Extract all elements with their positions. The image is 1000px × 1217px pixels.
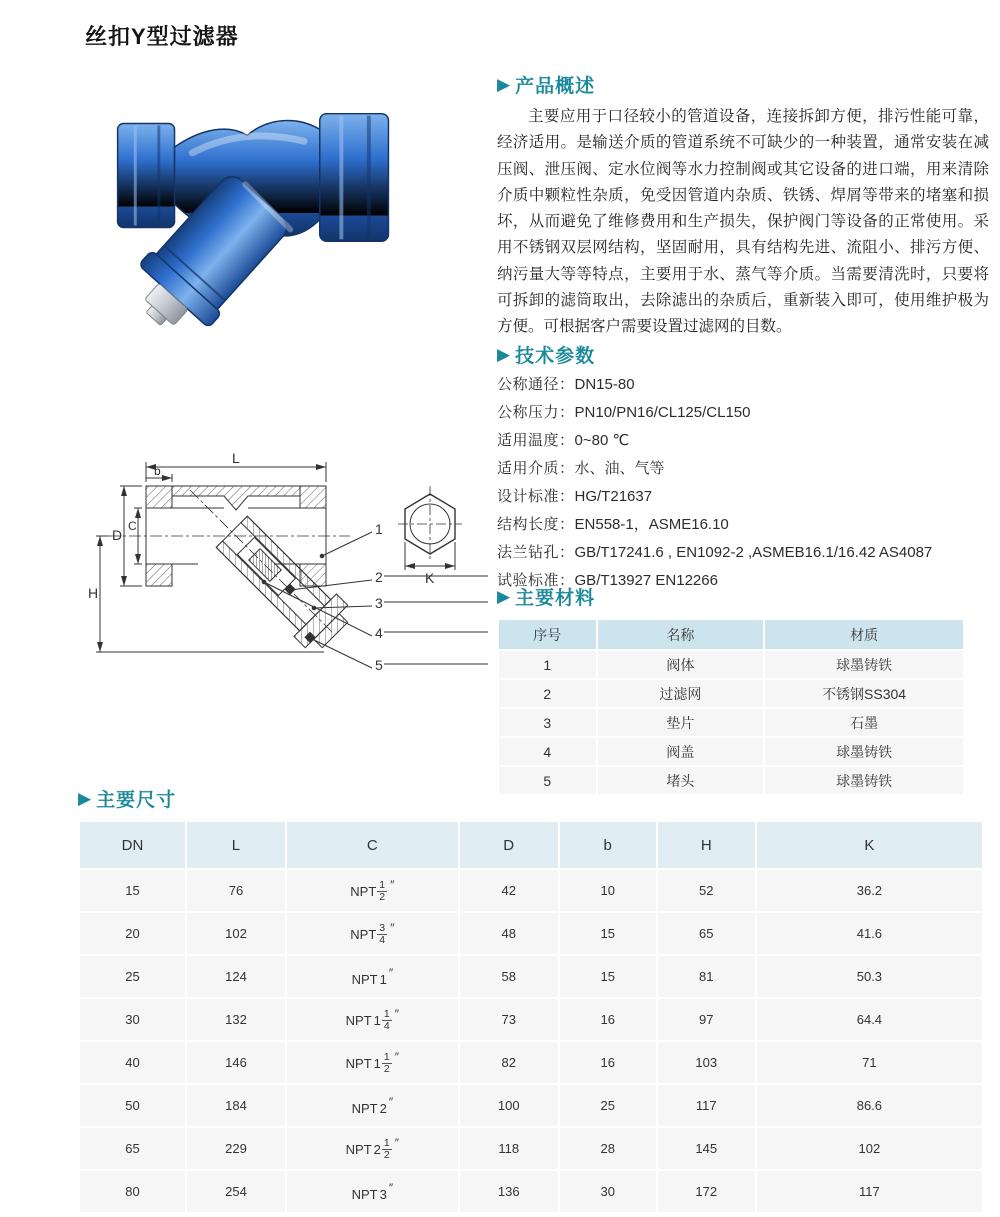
h-cell: 103 xyxy=(658,1042,755,1083)
npt-whole: 3 xyxy=(379,1187,387,1202)
dn-cell: 65 xyxy=(80,1128,185,1169)
inch-mark: ″ xyxy=(388,1095,394,1109)
materials-col-header: 材质 xyxy=(765,620,963,649)
d-cell: 136 xyxy=(460,1171,558,1212)
param-row xyxy=(497,399,989,427)
k-cell: 50.3 xyxy=(757,956,982,997)
npt-fraction xyxy=(382,1052,392,1075)
dimensions-col-header: DN xyxy=(80,822,185,868)
section-materials xyxy=(497,582,987,796)
l-cell: 146 xyxy=(187,1042,285,1083)
param-row xyxy=(497,511,989,539)
b-cell: 25 xyxy=(560,1085,656,1126)
table-cell: 球墨铸铁 xyxy=(765,651,963,678)
dn-cell: 50 xyxy=(80,1085,185,1126)
l-cell: 102 xyxy=(187,913,285,954)
table-row xyxy=(80,1128,982,1169)
section-overview xyxy=(497,70,989,341)
fraction-numerator: 1 xyxy=(379,878,386,891)
tech-params-heading xyxy=(497,340,989,368)
param-label: 试验标准： xyxy=(497,572,575,589)
dimensions-col-header: L xyxy=(187,822,285,868)
h-cell: 81 xyxy=(658,956,755,997)
dimensions-col-header: K xyxy=(757,822,982,868)
materials-table xyxy=(497,618,965,796)
npt-prefix: NPT xyxy=(351,1187,378,1202)
param-label: 公称压力： xyxy=(497,404,575,421)
inch-mark: ″ xyxy=(394,1006,399,1021)
table-row xyxy=(80,1042,982,1083)
dimensions-heading xyxy=(78,784,986,812)
d-cell: 100 xyxy=(460,1085,558,1126)
param-label: 公称通径： xyxy=(497,376,575,393)
materials-header-row xyxy=(499,620,963,649)
dim-label-D: D xyxy=(112,527,123,543)
table-cell: 5 xyxy=(499,767,596,794)
k-cell: 117 xyxy=(757,1171,982,1212)
b-cell: 10 xyxy=(560,870,656,911)
triangle-bullet-icon: ▶ xyxy=(497,586,511,606)
b-cell: 15 xyxy=(560,913,656,954)
k-cell: 41.6 xyxy=(757,913,982,954)
fraction-denominator: 4 xyxy=(379,933,386,946)
materials-heading xyxy=(497,582,987,610)
b-cell: 15 xyxy=(560,956,656,997)
inch-mark: ″ xyxy=(390,877,395,892)
d-cell: 73 xyxy=(460,999,558,1040)
page-title: 丝扣Y型过滤器 xyxy=(85,24,239,49)
k-cell: 102 xyxy=(757,1128,982,1169)
param-value: EN558-1，ASME16.10 xyxy=(574,516,729,533)
dim-label-H: H xyxy=(88,585,99,601)
b-cell: 30 xyxy=(560,1171,656,1212)
dn-cell: 40 xyxy=(80,1042,185,1083)
c-cell xyxy=(287,1128,458,1169)
inch-mark: ″ xyxy=(394,1135,399,1150)
l-cell: 132 xyxy=(187,999,285,1040)
param-label: 适用介质： xyxy=(497,460,575,477)
materials-title: 主要材料 xyxy=(515,587,596,609)
dn-cell: 15 xyxy=(80,870,185,911)
param-value: 水、油、气等 xyxy=(574,460,665,477)
inch-mark: ″ xyxy=(394,1049,399,1064)
table-cell: 4 xyxy=(499,738,596,765)
materials-col-header: 序号 xyxy=(499,620,596,649)
fraction-denominator: 4 xyxy=(383,1019,390,1032)
inch-mark: ″ xyxy=(388,1181,394,1195)
table-cell: 阀体 xyxy=(598,651,764,678)
callout-4: 4 xyxy=(375,625,383,641)
table-cell: 球墨铸铁 xyxy=(765,738,963,765)
d-cell: 118 xyxy=(460,1128,558,1169)
table-row xyxy=(499,709,963,736)
triangle-bullet-icon: ▶ xyxy=(78,788,92,808)
triangle-bullet-icon: ▶ xyxy=(497,344,511,364)
dn-cell: 20 xyxy=(80,913,185,954)
table-cell: 石墨 xyxy=(765,709,963,736)
fraction-denominator: 2 xyxy=(383,1148,390,1161)
dimensions-header-row xyxy=(80,822,982,868)
npt-whole: 1 xyxy=(373,1012,381,1028)
overview-heading xyxy=(497,70,989,98)
npt-prefix: NPT xyxy=(351,1101,378,1116)
fraction-numerator: 1 xyxy=(383,1007,390,1020)
dimensions-col-header: D xyxy=(460,822,558,868)
table-cell: 过滤网 xyxy=(598,680,764,707)
table-cell: 垫片 xyxy=(598,709,764,736)
dimensions-col-header: b xyxy=(560,822,656,868)
b-cell: 28 xyxy=(560,1128,656,1169)
overview-paragraph: 主要应用于口径较小的管道设备，连接拆卸方便，排污性能可靠，经济适用。是输送介质的管道系统不可缺少的一种装置，通常安装在减压阀、泄压阀、定水位阀等水力控制阀或其它设备的进口端，用来清除介质中颗粒性杂质，免受因管道内杂质、铁锈、焊屑等带来的堵塞和损坏，从而避免了维修费用和生产损失，保护阀门等设备的正常使用。采用不锈钢双层网结构，坚固耐用，具有结构先进、流阻小、排污方便、纳污量大等等特点，主要用于水、蒸气等介质。当需要清洗时，只要将可拆卸的滤筒取出，去除滤出的杂质后，重新装入即可，使用维护极为方便。可根据客户需要设置过滤网的目数。 xyxy=(497,108,989,336)
npt-whole: 1 xyxy=(373,1055,381,1071)
callout-2: 2 xyxy=(375,569,383,585)
d-cell: 82 xyxy=(460,1042,558,1083)
l-cell: 76 xyxy=(187,870,285,911)
npt-fraction xyxy=(382,1009,392,1032)
npt-prefix: NPT xyxy=(345,1012,372,1028)
table-cell: 1 xyxy=(499,651,596,678)
photo-left-hex xyxy=(118,123,175,227)
l-cell: 254 xyxy=(187,1171,285,1212)
param-value: GB/T13927 EN12266 xyxy=(574,572,718,589)
param-label: 设计标准： xyxy=(497,488,575,505)
param-row xyxy=(497,483,989,511)
npt-fraction xyxy=(377,880,387,903)
dn-cell: 25 xyxy=(80,956,185,997)
param-value: 0~80 ℃ xyxy=(574,432,630,449)
param-value: GB/T17241.6 , EN1092-2 ,ASMEB16.1/16.42 AS4087 xyxy=(574,544,933,561)
k-cell: 86.6 xyxy=(757,1085,982,1126)
section-dimensions xyxy=(78,784,986,1214)
c-cell xyxy=(287,999,458,1040)
dimensions-table xyxy=(78,820,984,1214)
h-cell: 52 xyxy=(658,870,755,911)
npt-prefix: NPT xyxy=(345,1141,372,1157)
l-cell: 184 xyxy=(187,1085,285,1126)
b-cell: 16 xyxy=(560,1042,656,1083)
table-cell: 堵头 xyxy=(598,767,764,794)
param-value: DN15-80 xyxy=(574,376,635,393)
dn-cell: 80 xyxy=(80,1171,185,1212)
l-cell: 124 xyxy=(187,956,285,997)
fraction-numerator: 3 xyxy=(379,921,386,934)
npt-prefix: NPT xyxy=(350,883,377,899)
h-cell: 65 xyxy=(658,913,755,954)
table-cell: 不锈钢SS304 xyxy=(765,680,963,707)
l-cell: 229 xyxy=(187,1128,285,1169)
inch-mark: ″ xyxy=(388,966,394,980)
dim-label-L: L xyxy=(232,450,240,466)
d-cell: 48 xyxy=(460,913,558,954)
c-cell xyxy=(287,870,458,911)
callout-5: 5 xyxy=(375,657,383,673)
table-row xyxy=(80,1171,982,1212)
b-cell: 16 xyxy=(560,999,656,1040)
d-cell: 58 xyxy=(460,956,558,997)
param-value: HG/T21637 xyxy=(574,488,653,505)
k-cell: 64.4 xyxy=(757,999,982,1040)
param-row xyxy=(497,427,989,455)
triangle-bullet-icon: ▶ xyxy=(497,74,511,94)
dimensions-col-header: H xyxy=(658,822,755,868)
product-photo xyxy=(98,90,412,366)
npt-prefix: NPT xyxy=(351,972,378,987)
param-label: 适用温度： xyxy=(497,432,575,449)
fraction-numerator: 1 xyxy=(383,1050,390,1063)
table-row xyxy=(499,680,963,707)
d-cell: 42 xyxy=(460,870,558,911)
table-cell: 2 xyxy=(499,680,596,707)
table-row xyxy=(499,651,963,678)
tech-params-title: 技术参数 xyxy=(515,345,596,367)
fraction-denominator: 2 xyxy=(379,890,386,903)
c-cell xyxy=(287,913,458,954)
dim-label-b: b xyxy=(154,464,161,478)
fraction-denominator: 2 xyxy=(383,1062,390,1075)
c-cell xyxy=(287,1085,458,1126)
c-cell xyxy=(287,1171,458,1212)
npt-prefix: NPT xyxy=(350,926,377,942)
k-cell: 36.2 xyxy=(757,870,982,911)
table-cell: 阀盖 xyxy=(598,738,764,765)
table-row xyxy=(80,870,982,911)
section-tech-params xyxy=(497,340,989,595)
table-cell: 球墨铸铁 xyxy=(765,767,963,794)
param-row xyxy=(497,371,989,399)
param-label: 法兰钻孔： xyxy=(497,544,575,561)
hex-end-view xyxy=(398,486,462,570)
dn-cell: 30 xyxy=(80,999,185,1040)
photo-right-hex xyxy=(320,114,389,242)
c-cell xyxy=(287,1042,458,1083)
h-cell: 117 xyxy=(658,1085,755,1126)
npt-fraction xyxy=(382,1138,392,1161)
table-row xyxy=(80,999,982,1040)
dimensions-col-header: C xyxy=(287,822,458,868)
npt-prefix: NPT xyxy=(345,1055,372,1071)
table-row xyxy=(499,738,963,765)
overview-title: 产品概述 xyxy=(515,75,596,97)
dim-label-C: C xyxy=(128,519,137,533)
param-row xyxy=(497,539,989,567)
table-cell: 3 xyxy=(499,709,596,736)
fraction-numerator: 1 xyxy=(383,1136,390,1149)
h-cell: 145 xyxy=(658,1128,755,1169)
h-cell: 97 xyxy=(658,999,755,1040)
h-cell: 172 xyxy=(658,1171,755,1212)
inch-mark: ″ xyxy=(390,920,395,935)
param-label: 结构长度： xyxy=(497,516,575,533)
npt-whole: 2 xyxy=(379,1101,387,1116)
tech-params-list xyxy=(497,371,989,595)
param-row xyxy=(497,455,989,483)
dim-label-K: K xyxy=(425,570,435,586)
c-cell xyxy=(287,956,458,997)
callout-1: 1 xyxy=(375,521,383,537)
technical-drawing xyxy=(78,438,490,696)
npt-whole: 1 xyxy=(379,972,387,987)
table-row xyxy=(80,956,982,997)
npt-fraction xyxy=(377,923,387,946)
param-value: PN10/PN16/CL125/CL150 xyxy=(574,404,751,421)
materials-col-header: 名称 xyxy=(598,620,764,649)
npt-whole: 2 xyxy=(373,1141,381,1157)
dimensions-title: 主要尺寸 xyxy=(96,789,177,811)
k-cell: 71 xyxy=(757,1042,982,1083)
table-row xyxy=(80,1085,982,1126)
table-row xyxy=(80,913,982,954)
callout-3: 3 xyxy=(375,595,383,611)
